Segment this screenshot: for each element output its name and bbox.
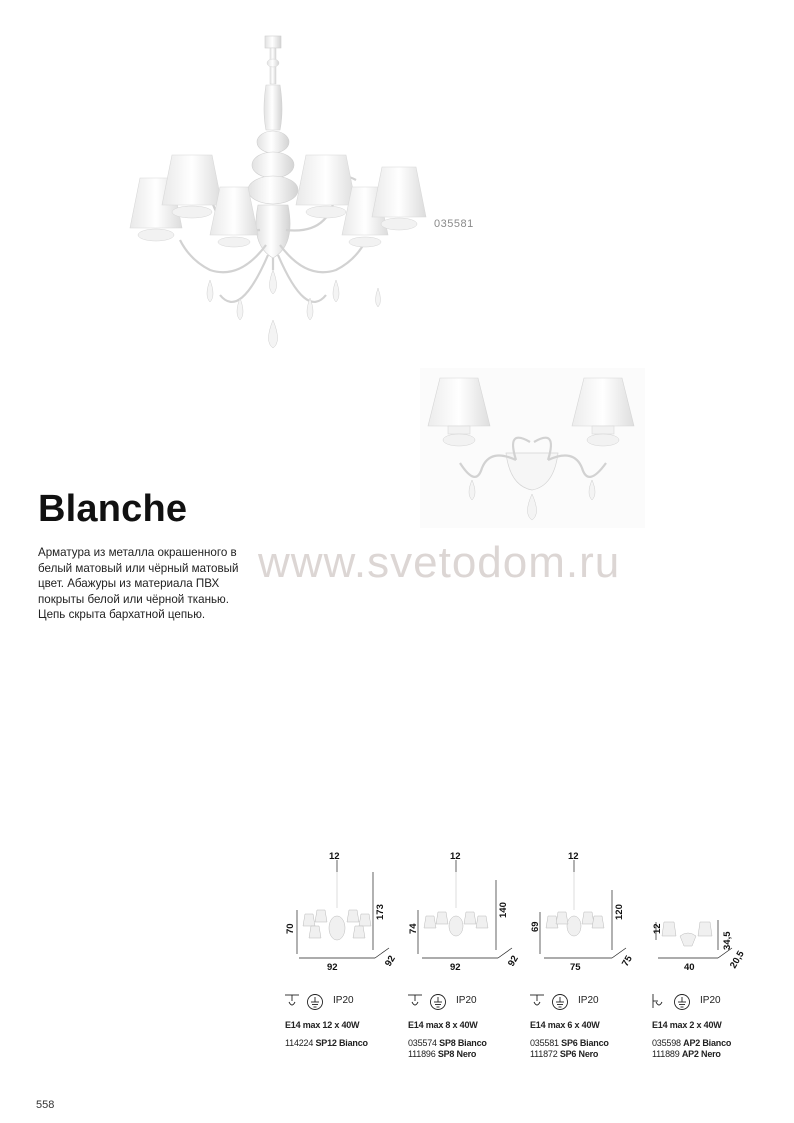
description-line: Арматура из металла окрашенного в [38, 546, 237, 559]
power-spec: E14 max 12 x 40W [285, 1020, 360, 1030]
ground-safety-icon [431, 995, 446, 1010]
wall-mount-icon [653, 994, 662, 1008]
spec-icons [652, 993, 777, 1011]
dim-height-total: 140 [498, 902, 509, 918]
ip-rating: IP20 [456, 995, 477, 1006]
power-spec: E14 max 2 x 40W [652, 1020, 722, 1030]
model-name: AP2 Bianco [683, 1038, 732, 1048]
dim-depth: 92 [383, 953, 398, 969]
dim-height-total: 34,5 [722, 931, 733, 950]
dim-height-body: 74 [408, 923, 419, 934]
dimension-drawing [530, 850, 655, 990]
dim-width: 75 [570, 962, 581, 973]
article-code: 035581 [530, 1038, 559, 1048]
dim-top: 12 [329, 851, 340, 862]
ceiling-mount-icon [408, 995, 422, 1005]
product-codes [652, 1038, 731, 1060]
model-name: SP6 Nero [559, 1049, 599, 1059]
dimension-drawing [408, 850, 533, 990]
model-name: SP6 Bianco [561, 1038, 609, 1048]
dim-height-body: 69 [530, 921, 541, 932]
dim-height-total: 120 [614, 904, 625, 920]
product-codes [408, 1038, 487, 1060]
chandelier-image [120, 30, 440, 350]
product-family-title: Blanche [38, 488, 188, 530]
spec-icons [285, 993, 410, 1011]
description-line: Цепь скрыта бархатной цепью. [38, 608, 206, 621]
dim-width: 40 [684, 962, 695, 973]
description-line: покрыты белой или чёрной тканью. [38, 592, 229, 606]
watermark-text: www.svetodom.ru [258, 538, 621, 587]
article-code: 111896 [408, 1049, 436, 1059]
dimension-drawing [652, 850, 777, 990]
model-name: SP8 Bianco [439, 1038, 487, 1048]
spec-icons [530, 993, 655, 1011]
model-name: SP12 Bianco [315, 1038, 368, 1048]
model-name: SP8 Nero [437, 1049, 477, 1059]
spec-column-sp8 [408, 850, 533, 1085]
model-name: AP2 Nero [681, 1049, 721, 1059]
spec-column-sp6 [530, 850, 655, 1085]
dim-height-body: 70 [285, 923, 296, 934]
power-spec: E14 max 6 x 40W [530, 1020, 600, 1030]
description-line: цвет. Абажуры из материала ПВХ [38, 577, 220, 590]
spec-column-sp12 [285, 850, 410, 1085]
dim-height-total: 173 [375, 904, 386, 920]
article-code: 035574 [408, 1038, 437, 1048]
dim-width: 92 [327, 962, 338, 973]
article-code: 111889 [652, 1049, 680, 1059]
article-code: 114224 [285, 1038, 314, 1048]
wall-lamp-image [420, 368, 645, 528]
ceiling-mount-icon [530, 995, 544, 1005]
dim-height-body: 12 [652, 923, 663, 934]
product-description [38, 545, 278, 623]
article-code: 111872 [530, 1049, 558, 1059]
dim-top: 12 [568, 851, 579, 862]
ground-safety-icon [553, 995, 568, 1010]
spec-icons [408, 993, 533, 1011]
product-codes [285, 1038, 368, 1049]
article-code: 035598 [652, 1038, 681, 1048]
dim-depth: 20,5 [728, 948, 747, 971]
product-codes [530, 1038, 609, 1060]
ip-rating: IP20 [700, 995, 721, 1006]
description-line: белый матовый или чёрный матовый [38, 561, 239, 575]
power-spec: E14 max 8 x 40W [408, 1020, 478, 1030]
chandelier-product-code: 035581 [434, 218, 474, 230]
dim-top: 12 [450, 851, 461, 862]
ground-safety-icon [308, 995, 323, 1010]
dimension-drawing [285, 850, 410, 990]
page-number: 558 [36, 1099, 55, 1111]
ceiling-mount-icon [285, 995, 299, 1005]
spec-column-ap2 [652, 850, 777, 1085]
dim-depth: 92 [506, 953, 521, 969]
ground-safety-icon [675, 995, 690, 1010]
ip-rating: IP20 [333, 995, 354, 1006]
ip-rating: IP20 [578, 995, 599, 1006]
dim-depth: 75 [620, 953, 635, 969]
dim-width: 92 [450, 962, 461, 973]
